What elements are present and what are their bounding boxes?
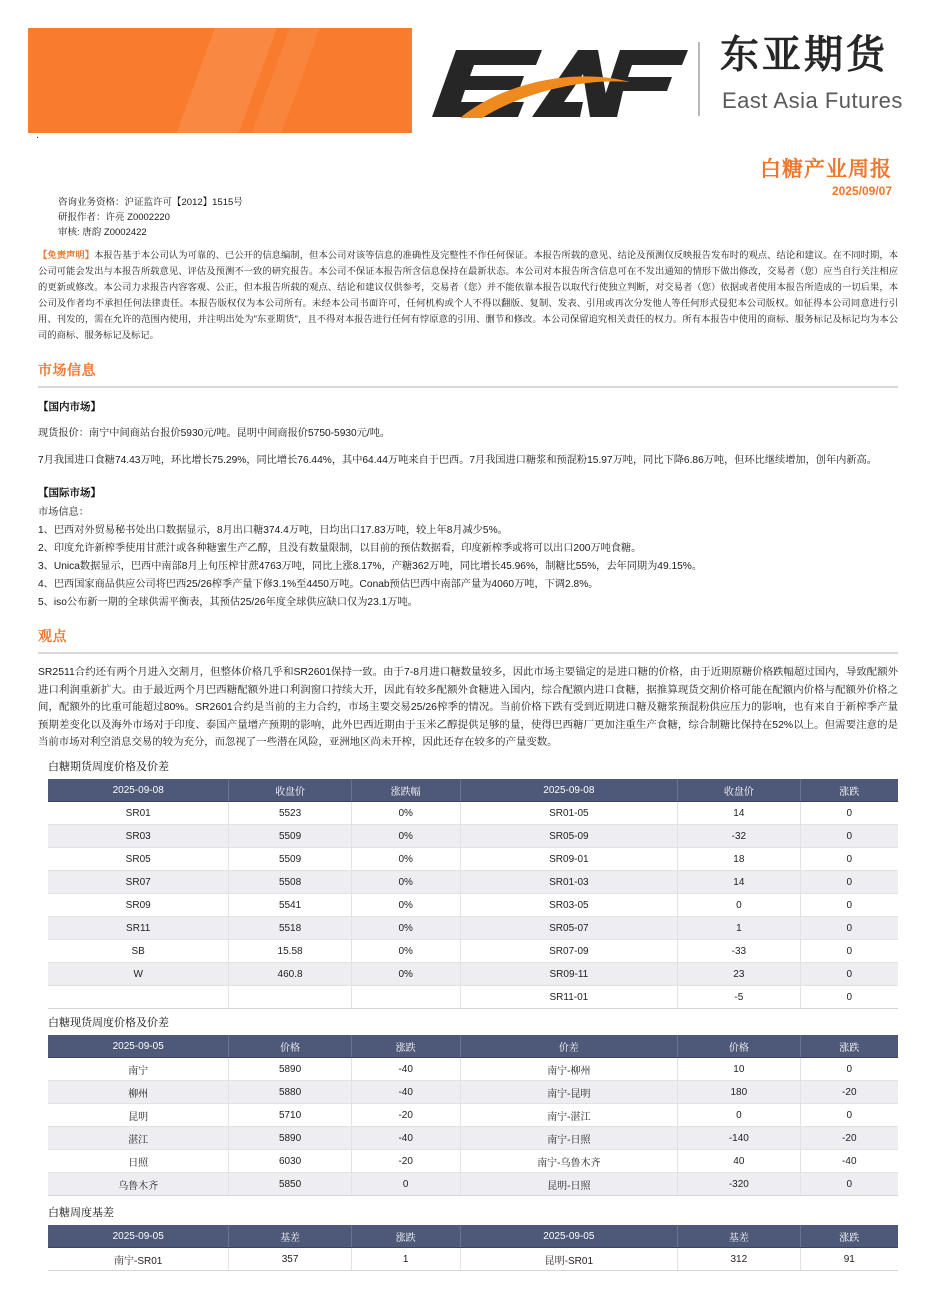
table-row [48, 1127, 898, 1150]
table-cell: 1 [678, 917, 800, 940]
page-title: 白糖产业周报 [760, 157, 892, 181]
table-cell: 18 [678, 848, 800, 871]
table-cell: 昆明-日照 [460, 1173, 678, 1196]
reviewer-line: 审核: 唐韵 Z0002422 [58, 227, 147, 238]
table-cell: 南宁 [48, 1058, 229, 1081]
viewpoint-rule [38, 652, 898, 654]
logo-divider [698, 42, 700, 116]
table-cell: SR11 [48, 917, 229, 940]
col-header: 涨跌 [800, 1035, 898, 1058]
table-cell: 23 [678, 963, 800, 986]
company-name-en: East Asia Futures [722, 88, 903, 113]
table-cell: 5890 [229, 1127, 351, 1150]
company-logo [420, 28, 910, 134]
table-cell: -40 [351, 1127, 460, 1150]
table-cell: -40 [351, 1081, 460, 1104]
spot-table-body [48, 1058, 898, 1196]
table-cell: 0 [800, 848, 898, 871]
table-cell: 0% [351, 917, 460, 940]
table-cell: 乌鲁木齐 [48, 1173, 229, 1196]
viewpoint-paragraph: SR2511合约还有两个月进入交割月，但整体价格几乎和SR2601保持一致。由于7-8月进口糖数量较多，因此市场主要锚定的是进口糖的价格，由于近期原糖价格跌幅超过国内，导致配额外进口利润重新扩大。由于最近两个月巴西糖配额外进口利润窗口持续大开，因此有较多配额外食糖进入国内，综合配额内进口食糖，据推算现货交割价格可能在配额内价格与配额外价格之间，配额外的比重可能超过80%。SR2601合约是当前的主力合约，市场主要交易25/26榨季的情况。当前价格下跌有受到近期进口糖及糖浆预混粉供应压力的影响，也有来自于新榨季产量预期差变化以及海外市场对于印度、泰国产量增产预期的影响，此外巴西近期由于玉米乙醇提供足够的量，使得巴西糖厂更加注重生产食糖，综合制糖比保持在52%以上。但需要注意的是当前市场对利空消息交易的较为充分，而忽视了一些潜在风险，亚洲地区尚未开榨，因此还存在较多的产量变数。 [38, 667, 898, 749]
table-cell: 15.58 [229, 940, 351, 963]
table-row [48, 940, 898, 963]
table-cell: 10 [678, 1058, 800, 1081]
stray-dot-mark: . [36, 129, 40, 141]
table-cell: 0 [800, 1104, 898, 1127]
table-cell: -20 [800, 1127, 898, 1150]
table-cell: SR03 [48, 825, 229, 848]
domestic-import-paragraph: 7月我国进口食糖74.43万吨，环比增长75.29%，同比增长76.44%，其中64.44万吨来自于巴西。7月我国进口糖浆和预混粉15.97万吨，同比下降6.86万吨，但环比继续增加，创年内新高。 [38, 455, 877, 467]
table-cell: 0 [800, 802, 898, 825]
table-cell [229, 986, 351, 1009]
company-name-cn: 东亚期货 [720, 33, 889, 78]
table-cell [351, 986, 460, 1009]
spot-table-block [38, 1015, 898, 1196]
table-row [48, 986, 898, 1009]
col-header: 2025-09-05 [48, 1225, 229, 1248]
table-cell: 5508 [229, 871, 351, 894]
col-header: 涨跌 [800, 1225, 898, 1248]
col-header: 收盘价 [229, 779, 351, 802]
table-cell: 40 [678, 1150, 800, 1173]
table-cell: 南宁-昆明 [460, 1081, 678, 1104]
col-header: 价格 [229, 1035, 351, 1058]
table-row [48, 1081, 898, 1104]
futures-table-caption: 白糖期货周度价格及价差 [48, 761, 169, 773]
futures-price-table [48, 779, 898, 1009]
table-cell: -32 [678, 825, 800, 848]
table-cell: SR01 [48, 802, 229, 825]
table-cell: 0 [800, 894, 898, 917]
table-cell: -20 [351, 1150, 460, 1173]
basis-table [48, 1225, 898, 1271]
table-cell: SR07-09 [460, 940, 678, 963]
col-header: 涨跌幅 [351, 779, 460, 802]
table-header-row [48, 1225, 898, 1248]
col-header: 基差 [678, 1225, 800, 1248]
masthead [0, 0, 930, 150]
table-cell: SR09-11 [460, 963, 678, 986]
table-cell: 昆明-SR01 [460, 1248, 678, 1271]
international-label: 市场信息： [38, 507, 89, 519]
table-row [48, 963, 898, 986]
basis-table-caption: 白糖周度基差 [48, 1207, 114, 1219]
table-cell: SR01-03 [460, 871, 678, 894]
table-cell: SB [48, 940, 229, 963]
table-cell: 0 [800, 871, 898, 894]
table-cell: 湛江 [48, 1127, 229, 1150]
table-cell: 5523 [229, 802, 351, 825]
table-cell: 5890 [229, 1058, 351, 1081]
futures-table-block [38, 759, 898, 1009]
table-cell: -20 [800, 1081, 898, 1104]
table-cell: 1 [351, 1248, 460, 1271]
table-row [48, 1150, 898, 1173]
table-cell: -5 [678, 986, 800, 1009]
col-header: 涨跌 [800, 779, 898, 802]
table-cell: 0 [800, 963, 898, 986]
table-cell: 5710 [229, 1104, 351, 1127]
table-cell: SR09-01 [460, 848, 678, 871]
international-market-heading: 【国际市场】 [38, 487, 101, 500]
table-cell: 5541 [229, 894, 351, 917]
table-cell: 昆明 [48, 1104, 229, 1127]
table-cell: -40 [351, 1058, 460, 1081]
international-item-1: 1、巴西对外贸易秘书处出口数据显示，8月出口糖374.4万吨，日均出口17.83万吨，较上年8月减少5%。 [38, 525, 508, 537]
table-row [48, 894, 898, 917]
table-cell: 0% [351, 871, 460, 894]
table-cell: 0 [800, 917, 898, 940]
spot-table-caption: 白糖现货周度价格及价差 [48, 1017, 169, 1029]
futures-table-body [48, 802, 898, 1009]
basis-table-body [48, 1248, 898, 1271]
orange-banner-block [28, 28, 412, 133]
table-cell: SR05-09 [460, 825, 678, 848]
domestic-market-heading: 【国内市场】 [38, 401, 101, 414]
table-cell: 柳州 [48, 1081, 229, 1104]
table-cell: W [48, 963, 229, 986]
international-item-2: 2、印度允许新榨季使用甘蔗汁或各种糖蜜生产乙醇，且没有数量限制，以目前的预估数据看，印度新榨季或将可以出口200万吨食糖。 [38, 543, 642, 555]
international-item-3: 3、Unica数据显示，巴西中南部8月上旬压榨甘蔗4763万吨，同比上涨8.17%，产糖362万吨，同比增长45.96%，制糖比55%，去年同期为49.15%。 [38, 561, 703, 573]
table-row [48, 1173, 898, 1196]
table-cell: 180 [678, 1081, 800, 1104]
disclaimer-tag: 【免责声明】 [38, 250, 95, 260]
table-cell: 6030 [229, 1150, 351, 1173]
table-cell: -320 [678, 1173, 800, 1196]
table-cell: 5509 [229, 825, 351, 848]
table-row [48, 1248, 898, 1271]
report-title-block [760, 157, 892, 199]
table-cell: 南宁-乌鲁木齐 [460, 1150, 678, 1173]
table-cell: -20 [351, 1104, 460, 1127]
table-header-row [48, 1035, 898, 1058]
table-cell: 312 [678, 1248, 800, 1271]
spot-price-table [48, 1035, 898, 1196]
table-row [48, 917, 898, 940]
table-cell: 0 [678, 894, 800, 917]
table-row [48, 825, 898, 848]
table-cell: 91 [800, 1248, 898, 1271]
table-cell: 南宁-柳州 [460, 1058, 678, 1081]
table-header-row [48, 779, 898, 802]
table-cell: SR09 [48, 894, 229, 917]
table-cell: 0 [800, 940, 898, 963]
table-row [48, 802, 898, 825]
qualification-line: 咨询业务资格：沪证监许可【2012】1515号 [58, 197, 243, 208]
table-cell: SR05 [48, 848, 229, 871]
table-row [48, 1058, 898, 1081]
table-cell: -33 [678, 940, 800, 963]
table-cell: 日照 [48, 1150, 229, 1173]
table-cell: 14 [678, 802, 800, 825]
table-row [48, 1104, 898, 1127]
table-cell: 0% [351, 825, 460, 848]
col-header: 2025-09-05 [460, 1225, 678, 1248]
eaf-logo-icon [420, 36, 690, 126]
col-header: 基差 [229, 1225, 351, 1248]
credentials-block [58, 195, 243, 240]
table-cell: 0% [351, 894, 460, 917]
table-cell: 0% [351, 940, 460, 963]
market-info-heading: 市场信息 [38, 363, 96, 379]
table-cell: SR07 [48, 871, 229, 894]
table-cell: SR01-05 [460, 802, 678, 825]
col-header: 价差 [460, 1035, 678, 1058]
domestic-spot-paragraph: 现货报价：南宁中间商站台报价5930元/吨。昆明中间商报价5750-5930元/吨。 [38, 428, 391, 440]
col-header: 2025-09-08 [460, 779, 678, 802]
table-cell: -140 [678, 1127, 800, 1150]
col-header: 涨跌 [351, 1035, 460, 1058]
basis-table-block [38, 1205, 898, 1271]
table-cell: SR03-05 [460, 894, 678, 917]
table-cell: 0% [351, 802, 460, 825]
col-header: 价格 [678, 1035, 800, 1058]
table-cell: 460.8 [229, 963, 351, 986]
viewpoint-section [38, 628, 898, 752]
table-cell: 357 [229, 1248, 351, 1271]
international-item-5: 5、iso公布新一期的全球供需平衡表，其预估25/26年度全球供应缺口仅为23.1万吨。 [38, 597, 418, 609]
table-cell: 0 [800, 825, 898, 848]
viewpoint-heading: 观点 [38, 629, 67, 645]
table-cell: 南宁-日照 [460, 1127, 678, 1150]
table-cell: 0 [351, 1173, 460, 1196]
table-cell: 0% [351, 848, 460, 871]
col-header: 2025-09-08 [48, 779, 229, 802]
table-cell: 0 [800, 1173, 898, 1196]
table-cell: 0% [351, 963, 460, 986]
table-cell: -40 [800, 1150, 898, 1173]
table-row [48, 871, 898, 894]
author-line: 研报作者：许亮 Z0002220 [58, 212, 170, 223]
table-cell: 5518 [229, 917, 351, 940]
table-cell: SR05-07 [460, 917, 678, 940]
table-row [48, 848, 898, 871]
table-cell: 5850 [229, 1173, 351, 1196]
col-header: 收盘价 [678, 779, 800, 802]
market-info-section [38, 362, 898, 611]
table-cell [48, 986, 229, 1009]
report-date: 2025/09/07 [831, 184, 892, 199]
disclaimer-block [38, 247, 898, 343]
table-cell: 5880 [229, 1081, 351, 1104]
table-cell: 0 [800, 1058, 898, 1081]
disclaimer-body: 本报告基于本公司认为可靠的、已公开的信息编制，但本公司对该等信息的准确性及完整性不作任何保证。本报告所载的意见、结论及预测仅反映报告发布时的观点、结论和建议。在不同时期，本公司可能会发出与本报告所载意见、评估及预测不一致的研究报告。本公司不保证本报告所含信息保持在最新状态。本公司对本报告所含信息可在不发出通知的情形下做出修改，交易者（您）应当自行关注相应的更新或修改。本公司力求报告内容客观、公正，但本报告所载的观点、结论和建议仅供参考，交易者（您）并不能依靠本报告以取代行使独立判断，对交易者（您）依据或者使用本报告所造成的一切后果，本公司及作者均不承担任何法律责任。本报告版权仅为本公司所有。未经本公司书面许可，任何机构或个人不得以翻版、复制、发表、引用或再次分发他人等任何形式侵犯本公司版权。如征得本公司同意进行引用、刊发的，需在允许的范围内使用，并注明出处为"东亚期货"，且不得对本报告进行任何有悖原意的引用、删节和修改。本公司保留追究相关责任的权力。所有本报告中使用的商标、服务标记及标记均为本公司的商标、服务标记及标记。 [38, 250, 898, 340]
col-header: 涨跌 [351, 1225, 460, 1248]
table-cell: 南宁-湛江 [460, 1104, 678, 1127]
table-cell: 0 [800, 986, 898, 1009]
international-item-4: 4、巴西国家商品供应公司将巴西25/26榨季产量下修3.1%至4450万吨。Conab预估巴西中南部产量为4060万吨，下调2.8%。 [38, 579, 599, 591]
col-header: 2025-09-05 [48, 1035, 229, 1058]
table-cell: 14 [678, 871, 800, 894]
table-cell: 5509 [229, 848, 351, 871]
market-info-rule [38, 386, 898, 388]
table-cell: SR11-01 [460, 986, 678, 1009]
table-cell: 0 [678, 1104, 800, 1127]
table-cell: 南宁-SR01 [48, 1248, 229, 1271]
